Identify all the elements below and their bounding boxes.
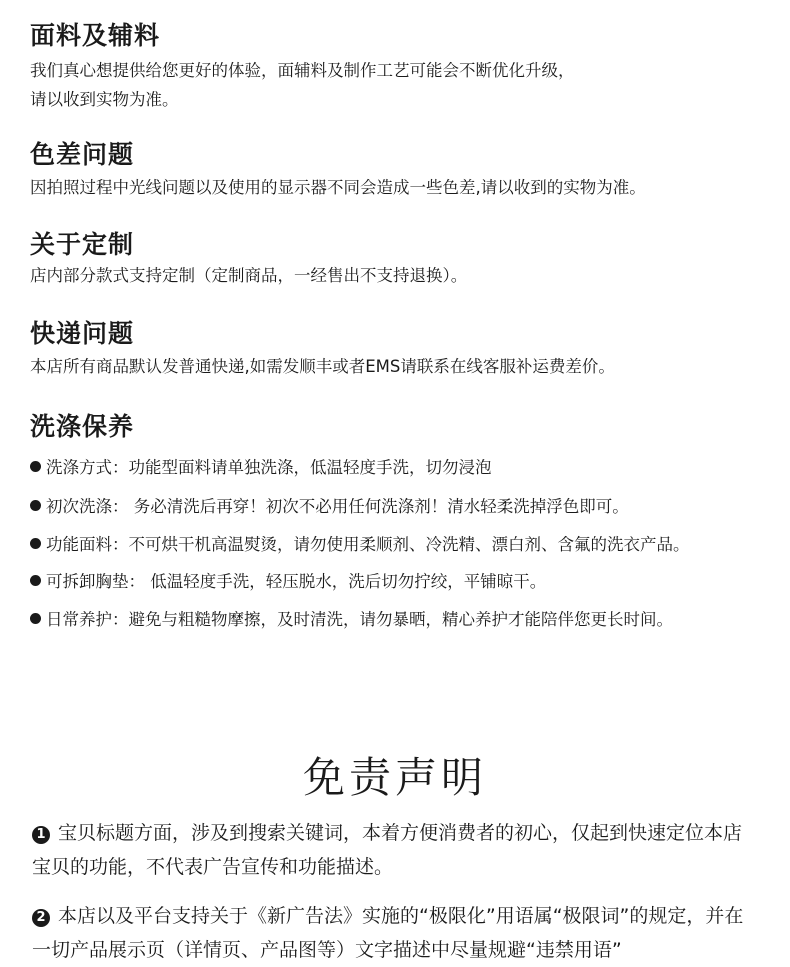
care-item-text: 初次洗涤： 务必清洗后再穿！初次不必用任何洗涤剂！清水轻柔洗掉浮色即可。 — [46, 497, 629, 516]
bullet-icon — [30, 500, 41, 511]
number-badge: 2 — [32, 909, 50, 927]
bullet-icon — [30, 613, 41, 624]
section-text: 店内部分款式支持定制（定制商品，一经售出不支持退换）。 — [30, 266, 468, 285]
section-color-difference — [30, 139, 770, 202]
section-text: 因拍照过程中光线问题以及使用的显示器不同会造成一些色差,请以收到的实物为准。 — [30, 178, 646, 197]
care-item — [30, 572, 546, 592]
care-item — [30, 610, 673, 630]
number-badge: 1 — [32, 826, 50, 844]
bullet-icon — [30, 461, 41, 472]
disclaimer-title: 免责声明 — [302, 753, 487, 803]
section-heading: 色差问题 — [30, 140, 135, 169]
bullet-icon — [30, 575, 41, 586]
section-text: 我们真心想提供给您更好的体验，面辅料及制作工艺可能会不断优化升级， — [30, 61, 575, 80]
care-item-text: 日常养护：避免与粗糙物摩擦，及时清洗，请勿暴晒，精心养护才能陪伴您更长时间。 — [46, 610, 673, 629]
care-item-text: 可拆卸胸垫： 低温轻度手洗，轻压脱水，洗后切勿拧绞，平铺晾干。 — [46, 572, 547, 591]
disclaimer-text: 本店以及平台支持关于《新广告法》实施的“极限化”用语属“极限词”的规定，并在一切产品展示页（详情页、产品图等）文字描述中尽量规避“违禁用语” — [32, 905, 744, 961]
section-text: 本店所有商品默认发普通快递,如需发顺丰或者EMS请联系在线客服补运费差价。 — [30, 357, 615, 376]
care-item-text: 功能面料：不可烘干机高温熨烫，请勿使用柔顺剂、冷洗精、漂白剂、含氟的洗衣产品。 — [46, 535, 690, 554]
disclaimer-text: 宝贝标题方面，涉及到搜索关键词，本着方便消费者的初心，仅起到快速定位本店宝贝的功能，不代表广告宣传和功能描述。 — [32, 822, 743, 878]
section-fabric — [30, 20, 770, 114]
section-heading: 快递问题 — [30, 319, 135, 348]
bullet-icon — [30, 538, 41, 549]
disclaimer-item — [32, 899, 754, 967]
care-item — [30, 497, 629, 517]
care-item — [30, 535, 690, 555]
section-customization — [30, 229, 770, 290]
care-item — [30, 458, 492, 478]
section-text: 请以收到实物为准。 — [30, 90, 179, 109]
section-heading: 面料及辅料 — [30, 21, 161, 50]
section-shipping — [30, 318, 770, 381]
section-heading: 关于定制 — [30, 230, 135, 259]
disclaimer-item — [32, 816, 754, 884]
section-care — [30, 411, 770, 443]
care-item-text: 洗涤方式：功能型面料请单独洗涤，低温轻度手洗，切勿浸泡 — [46, 458, 492, 477]
section-heading: 洗涤保养 — [30, 412, 135, 441]
